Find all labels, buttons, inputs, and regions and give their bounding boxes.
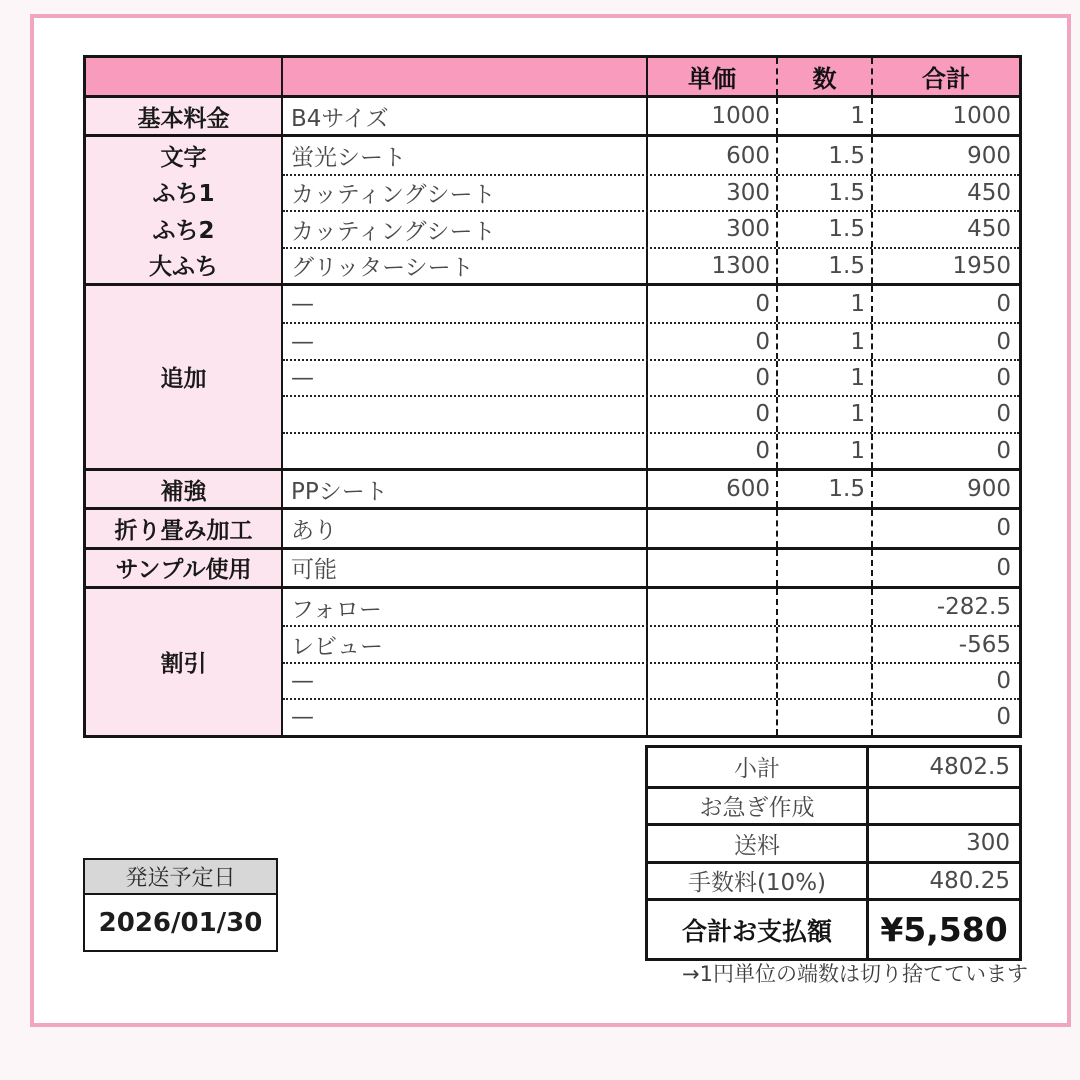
row-qty: 1.5 [778,212,873,246]
table-group-additions [86,283,1019,468]
row-total: 0 [996,704,1011,731]
group-label-cell [86,550,283,586]
row-desc [283,434,648,468]
row-group-label: ふち2 [152,217,215,244]
row-qty: 1.5 [778,471,873,507]
summary-value: 480.25 [929,867,1010,894]
row-total: 450 [967,216,1011,243]
price-table-header-row [86,58,1019,98]
row-group-label: 補強 [160,478,207,505]
header-blank-desc-cell [283,58,648,95]
table-row [283,662,1019,698]
row-qty: 1.5 [778,137,873,173]
summary-row-subtotal [648,748,1019,786]
rounding-note: →1円単位の端数は切り捨てています [682,962,1028,986]
row-unit-price: 300 [648,212,778,246]
group-label-cell [86,510,283,546]
row-total: 0 [996,401,1011,428]
grand-total-label: 合計お支払額 [648,901,869,958]
row-qty: 1.5 [778,249,873,283]
table-row [283,286,1019,322]
shipping-date-box [83,858,278,952]
row-desc: カッティングシート [283,212,648,246]
summary-row-shipping-fee [648,823,1019,861]
row-desc: — [283,286,648,322]
row-total: 1950 [952,252,1011,279]
row-group-label: 折り畳み加工 [114,517,253,544]
row-total: -565 [958,631,1011,658]
table-group-folding [86,507,1019,546]
row-total: 900 [967,476,1011,503]
summary-value: 300 [966,830,1010,857]
table-group-base [86,98,1019,134]
row-qty: 1 [778,98,873,134]
row-desc: グリッターシート [283,249,648,283]
row-unit-price: 0 [648,361,778,395]
row-desc: — [283,700,648,734]
row-total: 0 [996,364,1011,391]
price-table [83,55,1022,738]
row-desc: — [283,361,648,395]
summary-value: 4802.5 [929,753,1010,780]
row-unit-price [648,700,778,734]
row-group-label: 文字 [160,145,207,172]
table-row [283,247,1019,283]
row-qty: 1 [778,397,873,431]
row-unit-price: 600 [648,137,778,173]
row-total: 0 [996,328,1011,355]
summary-label: 送料 [648,826,869,861]
table-row [283,322,1019,358]
row-qty: 1 [778,324,873,358]
row-desc: 蛍光シート [283,137,648,173]
table-row [283,395,1019,431]
row-desc [283,397,648,431]
row-unit-price [648,550,778,586]
row-desc: PPシート [283,471,648,507]
row-desc: レビュー [283,627,648,661]
row-total: 1000 [952,103,1011,130]
row-total: 900 [967,142,1011,169]
row-desc: B4サイズ [283,98,648,134]
row-qty [778,700,873,734]
group-label-cell [86,137,283,283]
summary-row-rush [648,786,1019,824]
row-unit-price: 0 [648,324,778,358]
table-row [283,550,1019,586]
row-total: 0 [996,554,1011,581]
table-row [283,359,1019,395]
row-group-label: 割引 [160,651,207,678]
table-row [283,625,1019,661]
table-row [283,698,1019,734]
summary-row-commission [648,861,1019,899]
table-row [283,432,1019,468]
row-unit-price: 300 [648,176,778,210]
row-total: 0 [996,515,1011,542]
row-unit-price: 0 [648,397,778,431]
header-total: 合計 [922,65,970,93]
table-row [283,510,1019,546]
row-group-label: 基本料金 [137,105,230,132]
row-unit-price: 600 [648,471,778,507]
header-unit-price: 単価 [648,58,778,95]
row-qty: 1 [778,434,873,468]
row-total: 0 [996,291,1011,318]
summary-table [645,745,1022,961]
row-group-label: ふち1 [152,181,215,208]
row-qty [778,550,873,586]
row-qty: 1.5 [778,176,873,210]
table-row [283,98,1019,134]
header-qty: 数 [778,58,873,95]
header-blank-label-cell [86,58,283,95]
row-total: 0 [996,668,1011,695]
row-unit-price: 0 [648,434,778,468]
row-unit-price [648,627,778,661]
row-qty [778,627,873,661]
row-unit-price [648,589,778,625]
table-group-sample [86,547,1019,586]
row-desc: フォロー [283,589,648,625]
row-unit-price: 1300 [648,249,778,283]
row-qty [778,589,873,625]
row-desc: — [283,324,648,358]
summary-row-grand-total [648,898,1019,958]
row-desc: — [283,664,648,698]
shipping-date-value: 2026/01/30 [98,907,263,938]
table-row [283,210,1019,246]
grand-total-value: ¥5,580 [880,910,1008,949]
summary-value [869,789,1019,824]
summary-label: 小計 [648,748,869,786]
row-unit-price [648,510,778,546]
row-group-label: 大ふち [149,254,218,281]
row-qty [778,510,873,546]
group-label-cell [86,589,283,735]
group-label-cell [86,471,283,507]
summary-label: お急ぎ作成 [648,789,869,824]
row-total: 450 [967,179,1011,206]
row-qty: 1 [778,286,873,322]
group-label-cell [86,98,283,134]
row-desc: カッティングシート [283,176,648,210]
row-qty: 1 [778,361,873,395]
row-qty [778,664,873,698]
table-row [283,589,1019,625]
row-unit-price: 0 [648,286,778,322]
table-row [283,174,1019,210]
summary-label: 手数料(10%) [648,864,869,899]
row-total: 0 [996,437,1011,464]
row-group-label: サンプル使用 [115,557,252,584]
table-group-discount [86,586,1019,735]
row-desc: あり [283,510,648,546]
row-desc: 可能 [283,550,648,586]
group-label-cell [86,286,283,468]
shipping-date-header: 発送予定日 [85,860,276,895]
row-group-label: 追加 [160,366,207,393]
row-unit-price [648,664,778,698]
table-group-sheets [86,134,1019,283]
row-total: -282.5 [936,594,1011,621]
table-group-reinforce [86,468,1019,507]
table-row [283,471,1019,507]
table-row [283,137,1019,173]
row-unit-price: 1000 [648,98,778,134]
